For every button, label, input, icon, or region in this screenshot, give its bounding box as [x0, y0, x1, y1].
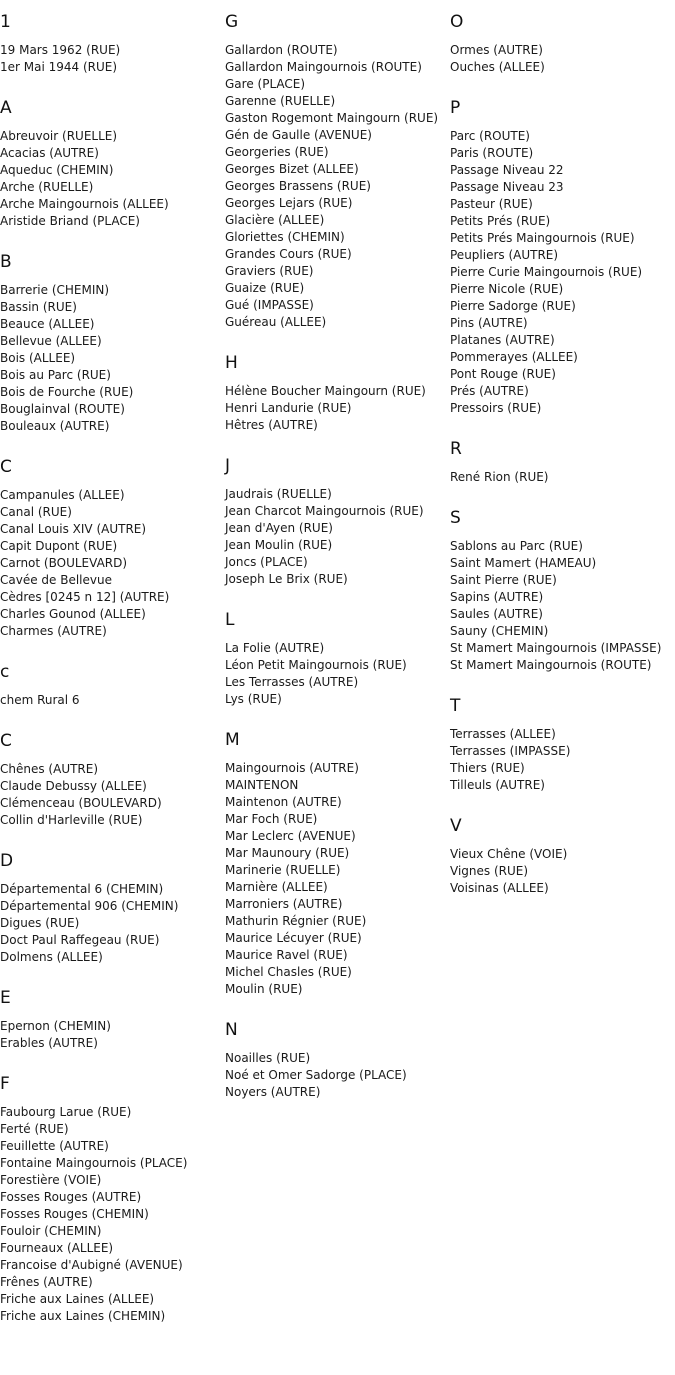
street-link[interactable]: Petits Prés (RUE) — [450, 214, 551, 228]
letter-heading: G — [225, 12, 239, 32]
street-link[interactable]: Fosses Rouges (CHEMIN) — [0, 1207, 149, 1221]
letter-heading: C — [0, 731, 12, 751]
street-link[interactable]: Aristide Briand (PLACE) — [0, 214, 140, 228]
letter-group — [0, 252, 222, 435]
street-link[interactable]: Maurice Lécuyer (RUE) — [225, 931, 362, 945]
street-list — [450, 469, 675, 486]
street-link[interactable]: Voisinas (ALLEE) — [450, 881, 549, 895]
street-link[interactable]: Doct Paul Raffegeau (RUE) — [0, 933, 160, 947]
street-link[interactable]: Gué (IMPASSE) — [225, 298, 314, 312]
street-link[interactable]: Pierre Nicole (RUE) — [450, 282, 564, 296]
letter-heading: N — [225, 1020, 238, 1040]
letter-group — [450, 98, 675, 417]
letter-group — [0, 662, 222, 709]
street-link[interactable]: Arche (RUELLE) — [0, 180, 94, 194]
letter-group — [0, 851, 222, 966]
street-link[interactable]: chem Rural 6 — [0, 693, 80, 707]
street-link[interactable]: Départemental 906 (CHEMIN) — [0, 899, 179, 913]
street-link[interactable]: St Mamert Maingournois (ROUTE) — [450, 658, 652, 672]
letter-group — [450, 439, 675, 486]
street-link[interactable]: Bois au Parc (RUE) — [0, 368, 111, 382]
street-link[interactable]: Fontaine Maingournois (PLACE) — [0, 1156, 188, 1170]
letter-group — [0, 731, 222, 829]
street-link[interactable]: Georges Bizet (ALLEE) — [225, 162, 359, 176]
street-link[interactable]: Passage Niveau 22 — [450, 163, 564, 177]
street-link[interactable]: Bois (ALLEE) — [0, 351, 76, 365]
street-link[interactable]: Jean Moulin (RUE) — [225, 538, 333, 552]
street-link[interactable]: Aqueduc (CHEMIN) — [0, 163, 114, 177]
street-list — [0, 692, 222, 709]
street-link[interactable]: Mathurin Régnier (RUE) — [225, 914, 367, 928]
street-link[interactable]: Terrasses (ALLEE) — [450, 727, 556, 741]
street-link[interactable]: Friche aux Laines (ALLEE) — [0, 1292, 155, 1306]
street-link[interactable]: Canal Louis XIV (AUTRE) — [0, 522, 147, 536]
street-list — [225, 383, 447, 434]
street-list — [225, 1050, 447, 1101]
street-link[interactable]: Campanules (ALLEE) — [0, 488, 125, 502]
street-link[interactable]: René Rion (RUE) — [450, 470, 549, 484]
street-link[interactable]: Dolmens (ALLEE) — [0, 950, 103, 964]
street-list — [450, 538, 675, 674]
street-link[interactable]: Tilleuls (AUTRE) — [450, 778, 545, 792]
letter-group — [450, 816, 675, 897]
street-list — [0, 487, 222, 640]
street-link[interactable]: Acacias (AUTRE) — [0, 146, 99, 160]
street-link[interactable]: Bellevue (ALLEE) — [0, 334, 102, 348]
letter-heading: R — [450, 439, 462, 459]
street-link[interactable]: Bassin (RUE) — [0, 300, 77, 314]
street-list — [0, 1104, 222, 1325]
street-list — [450, 726, 675, 794]
street-link[interactable]: Fourneaux (ALLEE) — [0, 1241, 114, 1255]
street-link[interactable]: Michel Chasles (RUE) — [225, 965, 352, 979]
street-link[interactable]: Gaston Rogemont Maingourn (RUE) — [225, 111, 439, 125]
street-link[interactable]: Jaudrais (RUELLE) — [225, 487, 332, 501]
street-link[interactable]: Pommerayes (ALLEE) — [450, 350, 578, 364]
street-link[interactable]: Arche Maingournois (ALLEE) — [0, 197, 169, 211]
street-link[interactable]: Moulin (RUE) — [225, 982, 303, 996]
street-link[interactable]: Friche aux Laines (CHEMIN) — [0, 1309, 166, 1323]
street-link[interactable]: St Mamert Maingournois (IMPASSE) — [450, 641, 662, 655]
street-link[interactable]: Terrasses (IMPASSE) — [450, 744, 571, 758]
street-link[interactable]: Faubourg Larue (RUE) — [0, 1105, 132, 1119]
letter-heading: D — [0, 851, 14, 871]
street-link[interactable]: Noyers (AUTRE) — [225, 1085, 321, 1099]
letter-group — [450, 12, 675, 76]
street-list — [450, 128, 675, 417]
street-link[interactable]: Bouleaux (AUTRE) — [0, 419, 110, 433]
street-list — [0, 1018, 222, 1052]
street-link[interactable]: Gallardon (ROUTE) — [225, 43, 338, 57]
letter-group — [0, 1074, 222, 1325]
street-link[interactable]: Glacière (ALLEE) — [225, 213, 325, 227]
letter-heading: T — [450, 696, 461, 716]
street-link[interactable]: Claude Debussy (ALLEE) — [0, 779, 147, 793]
street-list — [450, 846, 675, 897]
street-list — [225, 760, 447, 998]
street-link[interactable]: Maingournois (AUTRE) — [225, 761, 359, 775]
street-link[interactable]: MAINTENON — [225, 778, 299, 792]
street-link[interactable]: Sapins (AUTRE) — [450, 590, 544, 604]
street-link[interactable]: Paris (ROUTE) — [450, 146, 534, 160]
street-link[interactable]: Mar Foch (RUE) — [225, 812, 318, 826]
street-link[interactable]: Capit Dupont (RUE) — [0, 539, 118, 553]
street-link[interactable]: Canal (RUE) — [0, 505, 72, 519]
street-link[interactable]: Georges Lejars (RUE) — [225, 196, 353, 210]
street-link[interactable]: Erables (AUTRE) — [0, 1036, 98, 1050]
street-link[interactable]: Georges Brassens (RUE) — [225, 179, 371, 193]
letter-group — [225, 12, 447, 331]
letter-group — [225, 1020, 447, 1101]
street-link[interactable]: Grandes Cours (RUE) — [225, 247, 352, 261]
street-link[interactable]: Joseph Le Brix (RUE) — [225, 572, 348, 586]
letter-heading: S — [450, 508, 461, 528]
letter-heading: C — [0, 457, 12, 477]
street-link[interactable]: Bouglainval (ROUTE) — [0, 402, 125, 416]
letter-heading: P — [450, 98, 461, 118]
letter-group — [225, 456, 447, 588]
street-link[interactable]: Platanes (AUTRE) — [450, 333, 555, 347]
letter-heading: A — [0, 98, 12, 118]
street-link[interactable]: Frênes (AUTRE) — [0, 1275, 93, 1289]
street-link[interactable]: Beauce (ALLEE) — [0, 317, 95, 331]
street-link[interactable]: Francoise d'Aubigné (AVENUE) — [0, 1258, 183, 1272]
street-link[interactable]: Bois de Fourche (RUE) — [0, 385, 134, 399]
street-link[interactable]: Pressoirs (RUE) — [450, 401, 542, 415]
letter-heading: L — [225, 610, 235, 630]
street-link[interactable]: Fouloir (CHEMIN) — [0, 1224, 102, 1238]
street-link[interactable]: Jean d'Ayen (RUE) — [225, 521, 333, 535]
street-list — [0, 128, 222, 230]
letter-group — [0, 12, 222, 76]
street-link[interactable]: Vieux Chêne (VOIE) — [450, 847, 568, 861]
street-link[interactable]: Gare (PLACE) — [225, 77, 306, 91]
street-link[interactable]: Guéreau (ALLEE) — [225, 315, 327, 329]
letter-heading: J — [225, 456, 231, 476]
letter-group — [450, 508, 675, 674]
street-link[interactable]: Fosses Rouges (AUTRE) — [0, 1190, 142, 1204]
street-link[interactable]: Mar Leclerc (AVENUE) — [225, 829, 356, 843]
street-list — [0, 761, 222, 829]
street-link[interactable]: Charles Gounod (ALLEE) — [0, 607, 146, 621]
street-link[interactable]: Barrerie (CHEMIN) — [0, 283, 110, 297]
street-link[interactable]: Parc (ROUTE) — [450, 129, 530, 143]
street-link[interactable]: Maurice Ravel (RUE) — [225, 948, 348, 962]
street-link[interactable]: Epernon (CHEMIN) — [0, 1019, 111, 1033]
street-link[interactable]: Départemental 6 (CHEMIN) — [0, 882, 164, 896]
street-link[interactable]: Feuillette (AUTRE) — [0, 1139, 109, 1153]
street-link[interactable]: Saules (AUTRE) — [450, 607, 543, 621]
street-link[interactable]: Pierre Sadorge (RUE) — [450, 299, 576, 313]
street-list — [450, 42, 675, 76]
street-link[interactable]: Clémenceau (BOULEVARD) — [0, 796, 162, 810]
street-link[interactable]: Vignes (RUE) — [450, 864, 529, 878]
street-link[interactable]: Maintenon (AUTRE) — [225, 795, 342, 809]
street-link[interactable]: Noailles (RUE) — [225, 1051, 311, 1065]
street-index-column-2 — [225, 0, 447, 1123]
letter-heading: B — [0, 252, 12, 272]
letter-group — [225, 610, 447, 708]
street-link[interactable]: Petits Prés Maingournois (RUE) — [450, 231, 635, 245]
letter-group — [225, 730, 447, 998]
street-list — [225, 640, 447, 708]
letter-group — [0, 988, 222, 1052]
street-list — [0, 282, 222, 435]
street-link[interactable]: Sablons au Parc (RUE) — [450, 539, 583, 553]
street-link[interactable]: Carnot (BOULEVARD) — [0, 556, 128, 570]
letter-heading: H — [225, 353, 238, 373]
street-link[interactable]: Sauny (CHEMIN) — [450, 624, 549, 638]
letter-heading: 1 — [0, 12, 11, 32]
street-index-column-1 — [0, 0, 222, 1347]
street-link[interactable]: Hêtres (AUTRE) — [225, 418, 318, 432]
street-link[interactable]: Gallardon Maingournois (ROUTE) — [225, 60, 422, 74]
letter-heading: M — [225, 730, 240, 750]
street-link[interactable]: Pierre Curie Maingournois (RUE) — [450, 265, 643, 279]
street-link[interactable]: Cavée de Bellevue — [0, 573, 112, 587]
street-link[interactable]: Gloriettes (CHEMIN) — [225, 230, 345, 244]
street-link[interactable]: Lys (RUE) — [225, 692, 282, 706]
street-link[interactable]: Garenne (RUELLE) — [225, 94, 336, 108]
street-link[interactable]: Léon Petit Maingournois (RUE) — [225, 658, 407, 672]
street-link[interactable]: Forestière (VOIE) — [0, 1173, 102, 1187]
street-link[interactable]: Ouches (ALLEE) — [450, 60, 545, 74]
letter-group — [450, 696, 675, 794]
street-link[interactable]: Marnière (ALLEE) — [225, 880, 328, 894]
street-link[interactable]: 19 Mars 1962 (RUE) — [0, 43, 121, 57]
street-link[interactable]: Chênes (AUTRE) — [0, 762, 99, 776]
street-link[interactable]: Henri Landurie (RUE) — [225, 401, 352, 415]
street-link[interactable]: Abreuvoir (RUELLE) — [0, 129, 118, 143]
letter-group — [0, 457, 222, 640]
street-link[interactable]: Marinerie (RUELLE) — [225, 863, 341, 877]
street-list — [0, 881, 222, 966]
street-link[interactable]: Digues (RUE) — [0, 916, 80, 930]
letter-heading: O — [450, 12, 464, 32]
street-link[interactable]: Jean Charcot Maingournois (RUE) — [225, 504, 424, 518]
street-link[interactable]: Ferté (RUE) — [0, 1122, 69, 1136]
street-link[interactable]: 1er Mai 1944 (RUE) — [0, 60, 118, 74]
letter-group — [0, 98, 222, 230]
letter-heading: F — [0, 1074, 10, 1094]
street-link[interactable]: Noé et Omer Sadorge (PLACE) — [225, 1068, 407, 1082]
letter-heading: E — [0, 988, 11, 1008]
street-link[interactable]: Cèdres [0245 n 12] (AUTRE) — [0, 590, 170, 604]
street-link[interactable]: Saint Mamert (HAMEAU) — [450, 556, 597, 570]
letter-group — [225, 353, 447, 434]
street-link[interactable]: Georgeries (RUE) — [225, 145, 329, 159]
street-link[interactable]: Saint Pierre (RUE) — [450, 573, 557, 587]
street-link[interactable]: Collin d'Harleville (RUE) — [0, 813, 143, 827]
street-link[interactable]: Graviers (RUE) — [225, 264, 314, 278]
street-list — [225, 42, 447, 331]
street-link[interactable]: Pins (AUTRE) — [450, 316, 528, 330]
street-link[interactable]: Gén de Gaulle (AVENUE) — [225, 128, 372, 142]
street-list — [225, 486, 447, 588]
street-link[interactable]: Prés (AUTRE) — [450, 384, 529, 398]
street-link[interactable]: Les Terrasses (AUTRE) — [225, 675, 359, 689]
letter-heading: V — [450, 816, 462, 836]
street-link[interactable]: La Folie (AUTRE) — [225, 641, 325, 655]
street-link[interactable]: Charmes (AUTRE) — [0, 624, 107, 638]
street-link[interactable]: Joncs (PLACE) — [225, 555, 308, 569]
street-link[interactable]: Ormes (AUTRE) — [450, 43, 543, 57]
letter-heading: c — [0, 662, 10, 682]
street-link[interactable]: Peupliers (AUTRE) — [450, 248, 559, 262]
street-link[interactable]: Pont Rouge (RUE) — [450, 367, 556, 381]
street-link[interactable]: Hélène Boucher Maingourn (RUE) — [225, 384, 426, 398]
street-index-column-3 — [450, 0, 675, 919]
street-link[interactable]: Pasteur (RUE) — [450, 197, 533, 211]
street-link[interactable]: Mar Maunoury (RUE) — [225, 846, 350, 860]
street-list — [0, 42, 222, 76]
street-link[interactable]: Thiers (RUE) — [450, 761, 525, 775]
street-link[interactable]: Guaize (RUE) — [225, 281, 305, 295]
street-link[interactable]: Passage Niveau 23 — [450, 180, 564, 194]
street-link[interactable]: Marroniers (AUTRE) — [225, 897, 343, 911]
